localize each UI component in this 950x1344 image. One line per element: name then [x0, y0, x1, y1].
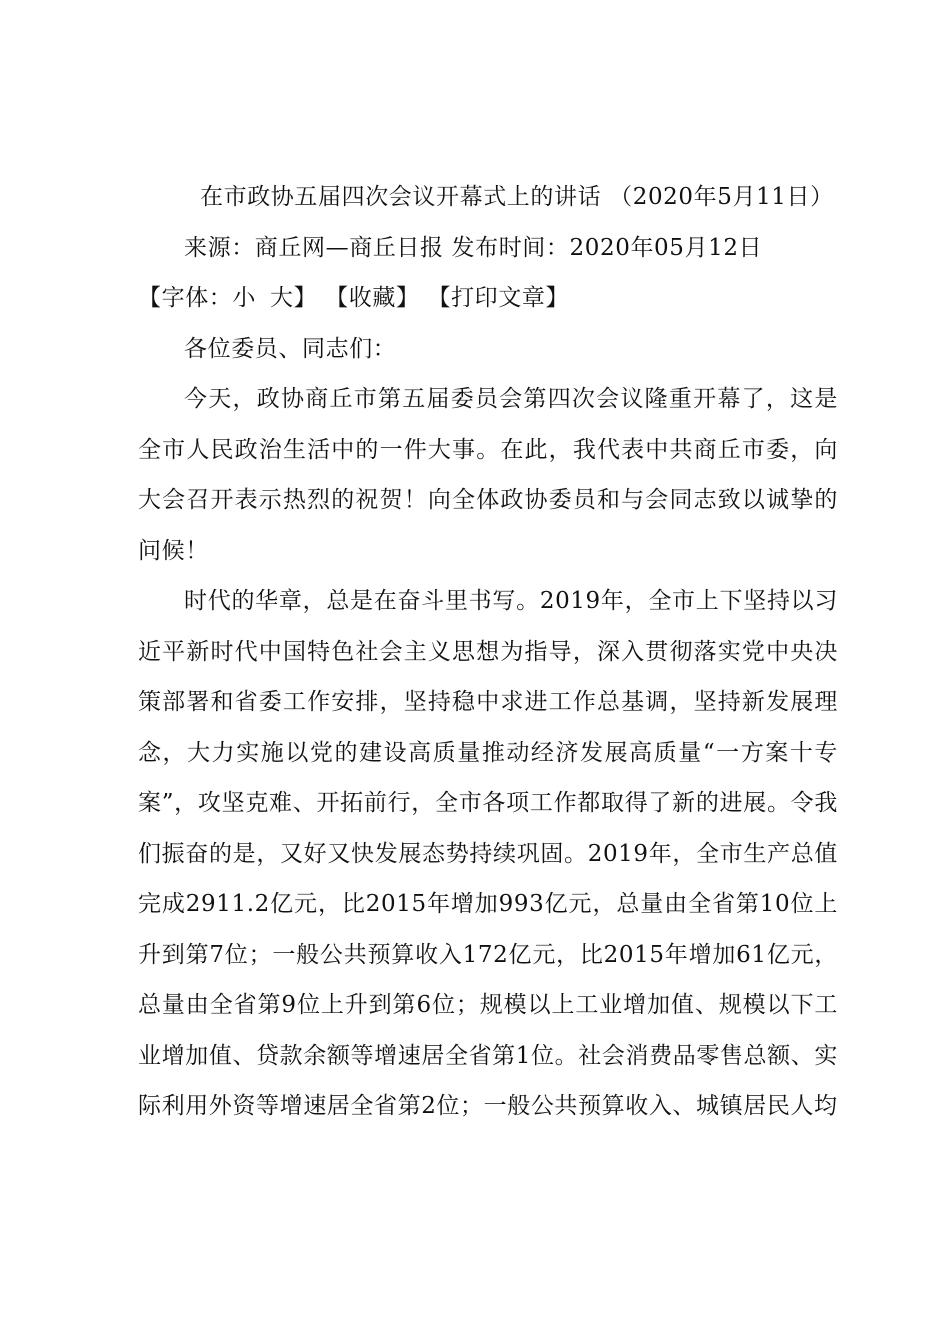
print-article-link[interactable]: 【打印文章】	[427, 285, 570, 311]
article-source-line: 来源：商丘网—商丘日报 发布时间：2020年05月12日	[184, 234, 763, 261]
salutation: 各位委员、同志们：	[184, 335, 397, 362]
article-title: 在市政协五届四次会议开幕式上的讲话 （2020年5月11日）	[200, 184, 834, 210]
font-small-link[interactable]: 小	[232, 285, 257, 311]
favorite-link[interactable]: 【收藏】	[325, 285, 420, 311]
article-toolbar	[138, 273, 838, 324]
font-large-link[interactable]: 大】	[270, 285, 318, 311]
paragraph: 时代的华章，总是在奋斗里书写。2019年，全市上下坚持以习近平新时代中国特色社会主义思想为指导，深入贯彻落实党中央决策部署和省委工作安排，坚持稳中求进工作总基调，坚持新发展理念，大力实施以党的建设高质量推动经济发展高质量“一方案十专案”，攻坚克难、开拓前行，全市各项工作都取得了新的进展。令我们振奋的是，又好又快发展态势持续巩固。2019年，全市生产总值完成2911.2亿元，比2015年增加993亿元，总量由全省第10位上升到第7位；一般公共预算收入172亿元，比2015年增加61亿元，总量由全省第9位上升到第6位；规模以上工业增加值、规模以下工业增加值、贷款余额等增速居全省第1位。社会消费品零售总额、实际利用外资等增速居全省第2位；一般公共预算收入、城镇居民人均	[138, 588, 838, 1119]
paragraph: 今天，政协商丘市第五届委员会第四次会议隆重开幕了，这是全市人民政治生活中的一件大事。在此，我代表中共商丘市委，向大会召开表示热烈的祝贺！向全体政协委员和与会同志致以诚挚的问候！	[138, 386, 838, 564]
article-body	[138, 172, 838, 1132]
font-size-label: 【字体：	[138, 285, 233, 311]
